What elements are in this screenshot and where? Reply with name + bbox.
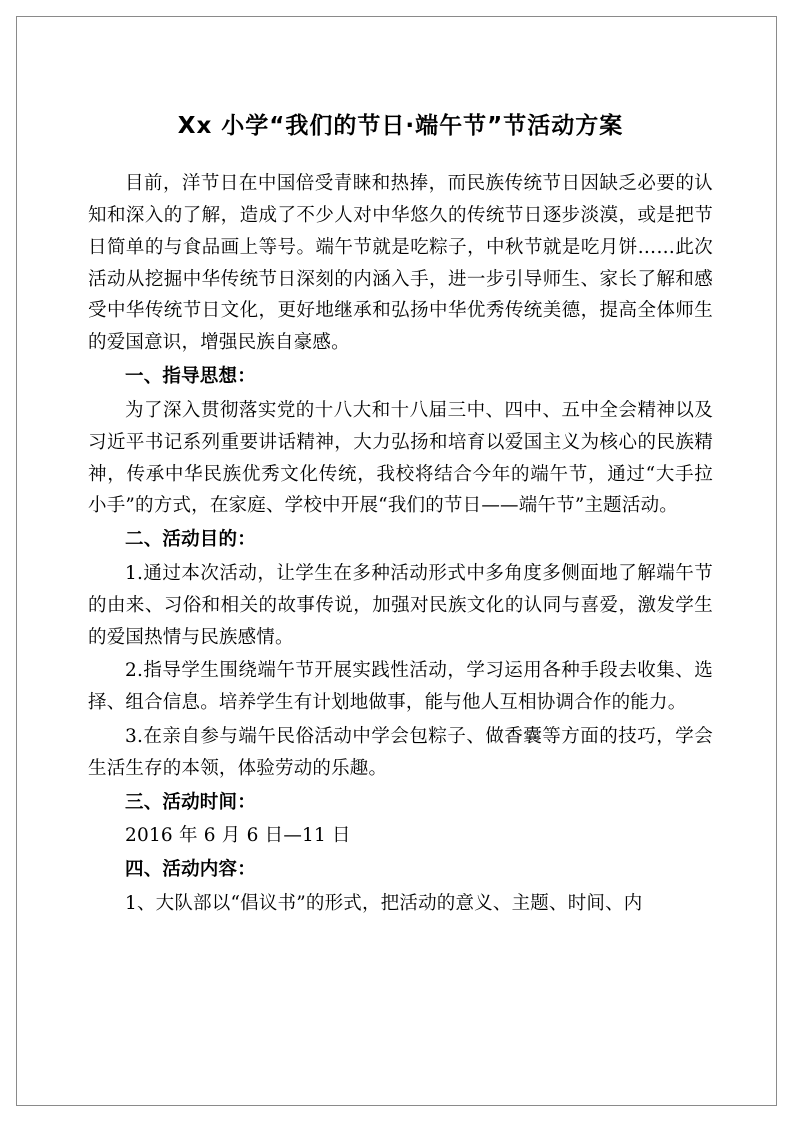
paragraph-content-1: 1、大队部以“倡议书”的形式，把活动的意义、主题、时间、内: [125, 893, 643, 915]
paragraph-activity-time: 2016 年 6 月 6 日—11 日: [125, 825, 351, 847]
document-body: [88, 110, 713, 922]
page-title: Xx 小学“我们的节日·端午节”节活动方案: [177, 113, 624, 139]
section-heading-activity-content: 四、活动内容：: [125, 859, 256, 881]
section-heading-activity-purpose: 二、活动目的：: [125, 529, 256, 551]
paragraph-purpose-2: 2.指导学生围绕端午节开展实践性活动，学习运用各种手段去收集、选择、组合信息。培养学生有计划地做事，能与他人互相协调合作的能力。: [88, 660, 713, 714]
paragraph-intro: 目前，洋节日在中国倍受青睐和热捧，而民族传统节日因缺乏必要的认知和深入的了解，造成了不少人对中华悠久的传统节日逐步淡漠，或是把节日简单的与食品画上等号。端午节就是吃粽子，中秋节就是吃月饼……此次活动从挖掘中华传统节日深刻的内涵入手，进一步引导师生、家长了解和感受中华传统节日文化，更好地继承和弘扬中华优秀传统美德，提高全体师生的爱国意识，增强民族自豪感。: [88, 173, 713, 354]
paragraph-guiding-ideology: 为了深入贯彻落实党的十八大和十八届三中、四中、五中全会精神以及习近平书记系列重要讲话精神，大力弘扬和培育以爱国主义为核心的民族精神，传承中华民族优秀文化传统，我校将结合今年的端午节，通过“大手拉小手”的方式，在家庭、学校中开展“我们的节日——端午节”主题活动。: [88, 399, 713, 517]
paragraph-purpose-3: 3.在亲自参与端午民俗活动中学会包粽子、做香囊等方面的技巧，学会生活生存的本领，体验劳动的乐趣。: [88, 726, 713, 779]
paragraph-purpose-1: 1.通过本次活动，让学生在多种活动形式中多角度多侧面地了解端午节的由来、习俗和相关的故事传说，加强对民族文化的认同与喜爱，激发学生的爱国热情与民族感情。: [88, 562, 713, 648]
section-heading-activity-time: 三、活动时间：: [125, 791, 256, 813]
section-heading-guiding-ideology: 一、指导思想：: [125, 366, 256, 388]
